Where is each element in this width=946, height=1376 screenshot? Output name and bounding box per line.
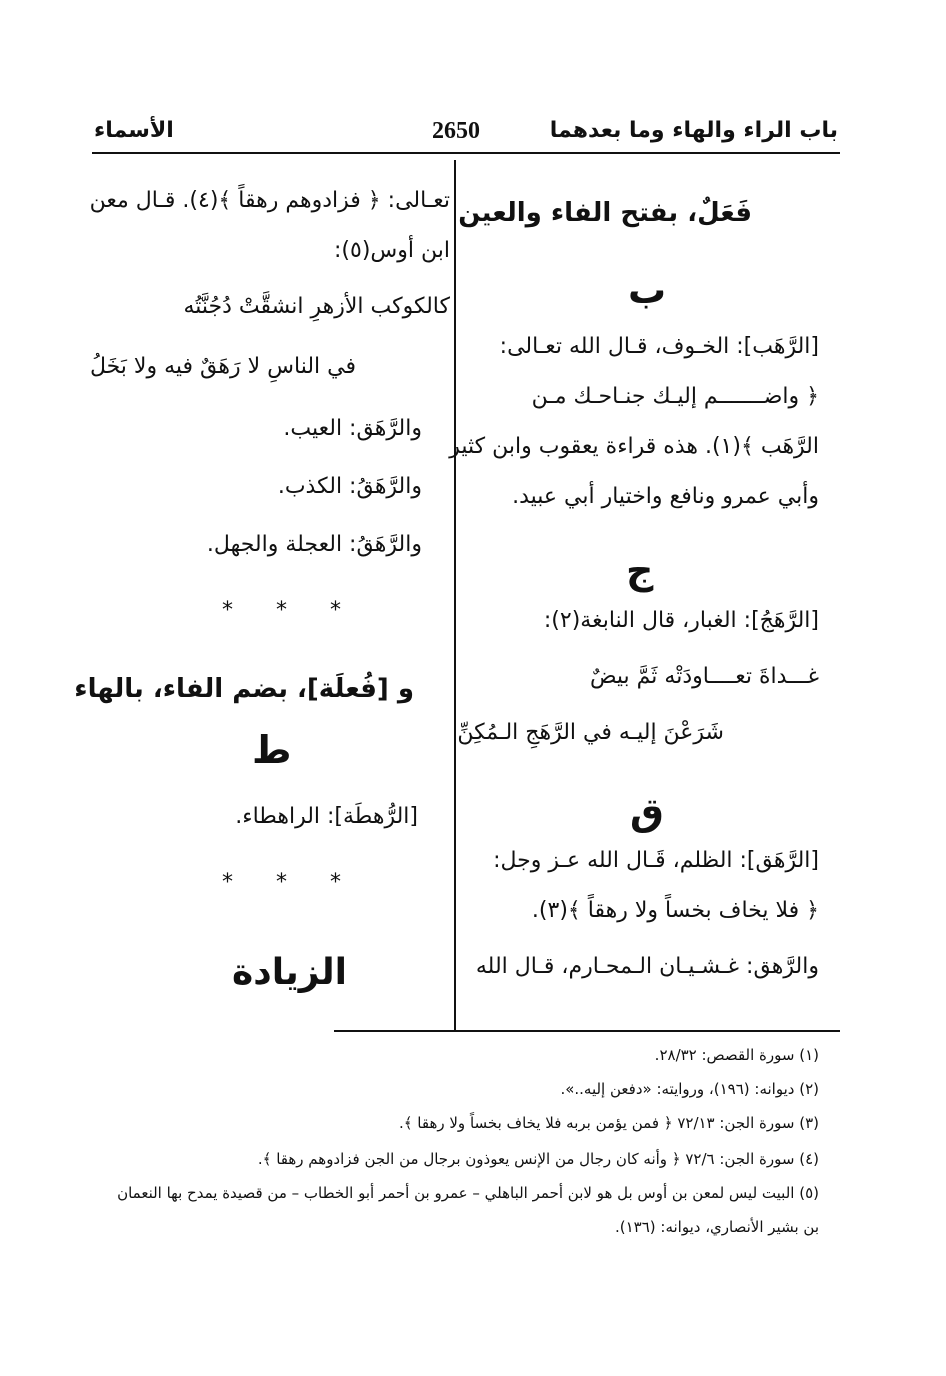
entry-rahab-line4: وأبي عمرو ونافع واختيار أبي عبيد. [512,484,819,509]
footnote-5-line1: (٥) البيت ليس لمعن بن أوس بل هو لابن أحمر الباهلي – عمرو بن أحمر أبو الخطاب – من قصيدة يمدح بها النعمان [117,1184,819,1202]
footnote-4: (٤) سورة الجن: ٧٢/٦ ﴿ وأنه كان رجال من الإنس يعوذون برجال من الجن فزادوهم رهقا ﴾. [257,1150,819,1168]
entry-rahaq-ajala: والرَّهَقُ: العجلة والجهل. [206,532,422,557]
separator-stars-1: * * * [222,598,359,623]
separator-stars-2: * * * [222,870,359,895]
section-title-fula: و [فُعلَة]، بضم الفاء، بالهاء [74,674,414,704]
page-number: 2650 [432,118,480,144]
footnote-3: (٣) سورة الجن: ٧٢/١٣ ﴿ فمن يؤمن بربه فلا يخاف بخساً ولا رهقا ﴾. [398,1114,819,1132]
verse-nabigha-2: شَرَعْنَ إليـه في الرَّهَجِ الـمُكِنِّ [457,720,724,745]
header-rule [92,152,840,154]
footnote-rule [334,1030,840,1032]
left-line2: ابن أوس(٥): [334,238,450,263]
entry-ruhta: [الرُّهطَة]: الراهطاء. [235,804,418,829]
footnote-2: (٢) ديوانه: (١٩٦)، وروايته: «دفعن إليه..». [560,1080,819,1098]
entry-rahab-line3: الرَّهَب ﴾(١). هذه قراءة يعقوب وابن كثير [449,434,819,459]
running-header-left: الأسماء [94,118,174,143]
letter-heading-ta: ط [252,728,292,772]
section-title-faal: فَعَلٌ، بفتح الفاء والعين [458,198,752,228]
entry-rahaq-line1: [الرَّهَق]: الظلم، قَـال الله عـز وجل: [493,848,819,873]
entry-rahaq-line3: والرَّهق: غـشـيـان الـمحـارم، قـال الله [475,954,819,979]
entry-rahab-line2: ﴿ واضـــــــم إليـك جنـاحـك مـن [531,384,819,409]
entry-rahaj-line1: [الرَّهَجُ]: الغبار، قال النابغة(٢): [543,608,819,633]
running-header-right: باب الراء والهاء وما بعدهما [549,118,838,143]
verse-maan-1: كالكوكب الأزهرِ انشقَّتْ دُجُنَّتُه [183,294,450,319]
letter-heading-qaf: ق [630,790,664,834]
entry-rahaq-line2: ﴿ فلا يخاف بخساً ولا رهقاً ﴾(٣). [531,898,819,923]
column-divider [454,160,456,1032]
verse-maan-2: في الناسِ لا رَهَقٌ فيه ولا بَخَلُ [89,354,356,379]
footnote-5-line2: بن بشير الأنصاري، ديوانه: (١٣٦). [614,1218,819,1236]
verse-nabigha-1: غـــداةَ تعــــاودَتْه ثَمَّ بيضٌ [589,664,819,689]
entry-rahaq-kidhb: والرَّهَقُ: الكذب. [277,474,422,499]
letter-heading-ba: ب [628,268,667,312]
section-title-ziyada: الزيادة [232,952,348,993]
entry-rahaq-aib: والرَّهَق: العيب. [283,416,422,441]
letter-heading-jim: ج [626,548,654,592]
footnote-1: (١) سورة القصص: ٢٨/٣٢. [654,1046,819,1064]
entry-rahab-line1: [الرَّهَب]: الخـوف، قـال الله تعـالى: [499,334,819,359]
left-line1: تعـالى: ﴿ فزادوهم رهقاً ﴾(٤). قـال معن [89,188,450,213]
